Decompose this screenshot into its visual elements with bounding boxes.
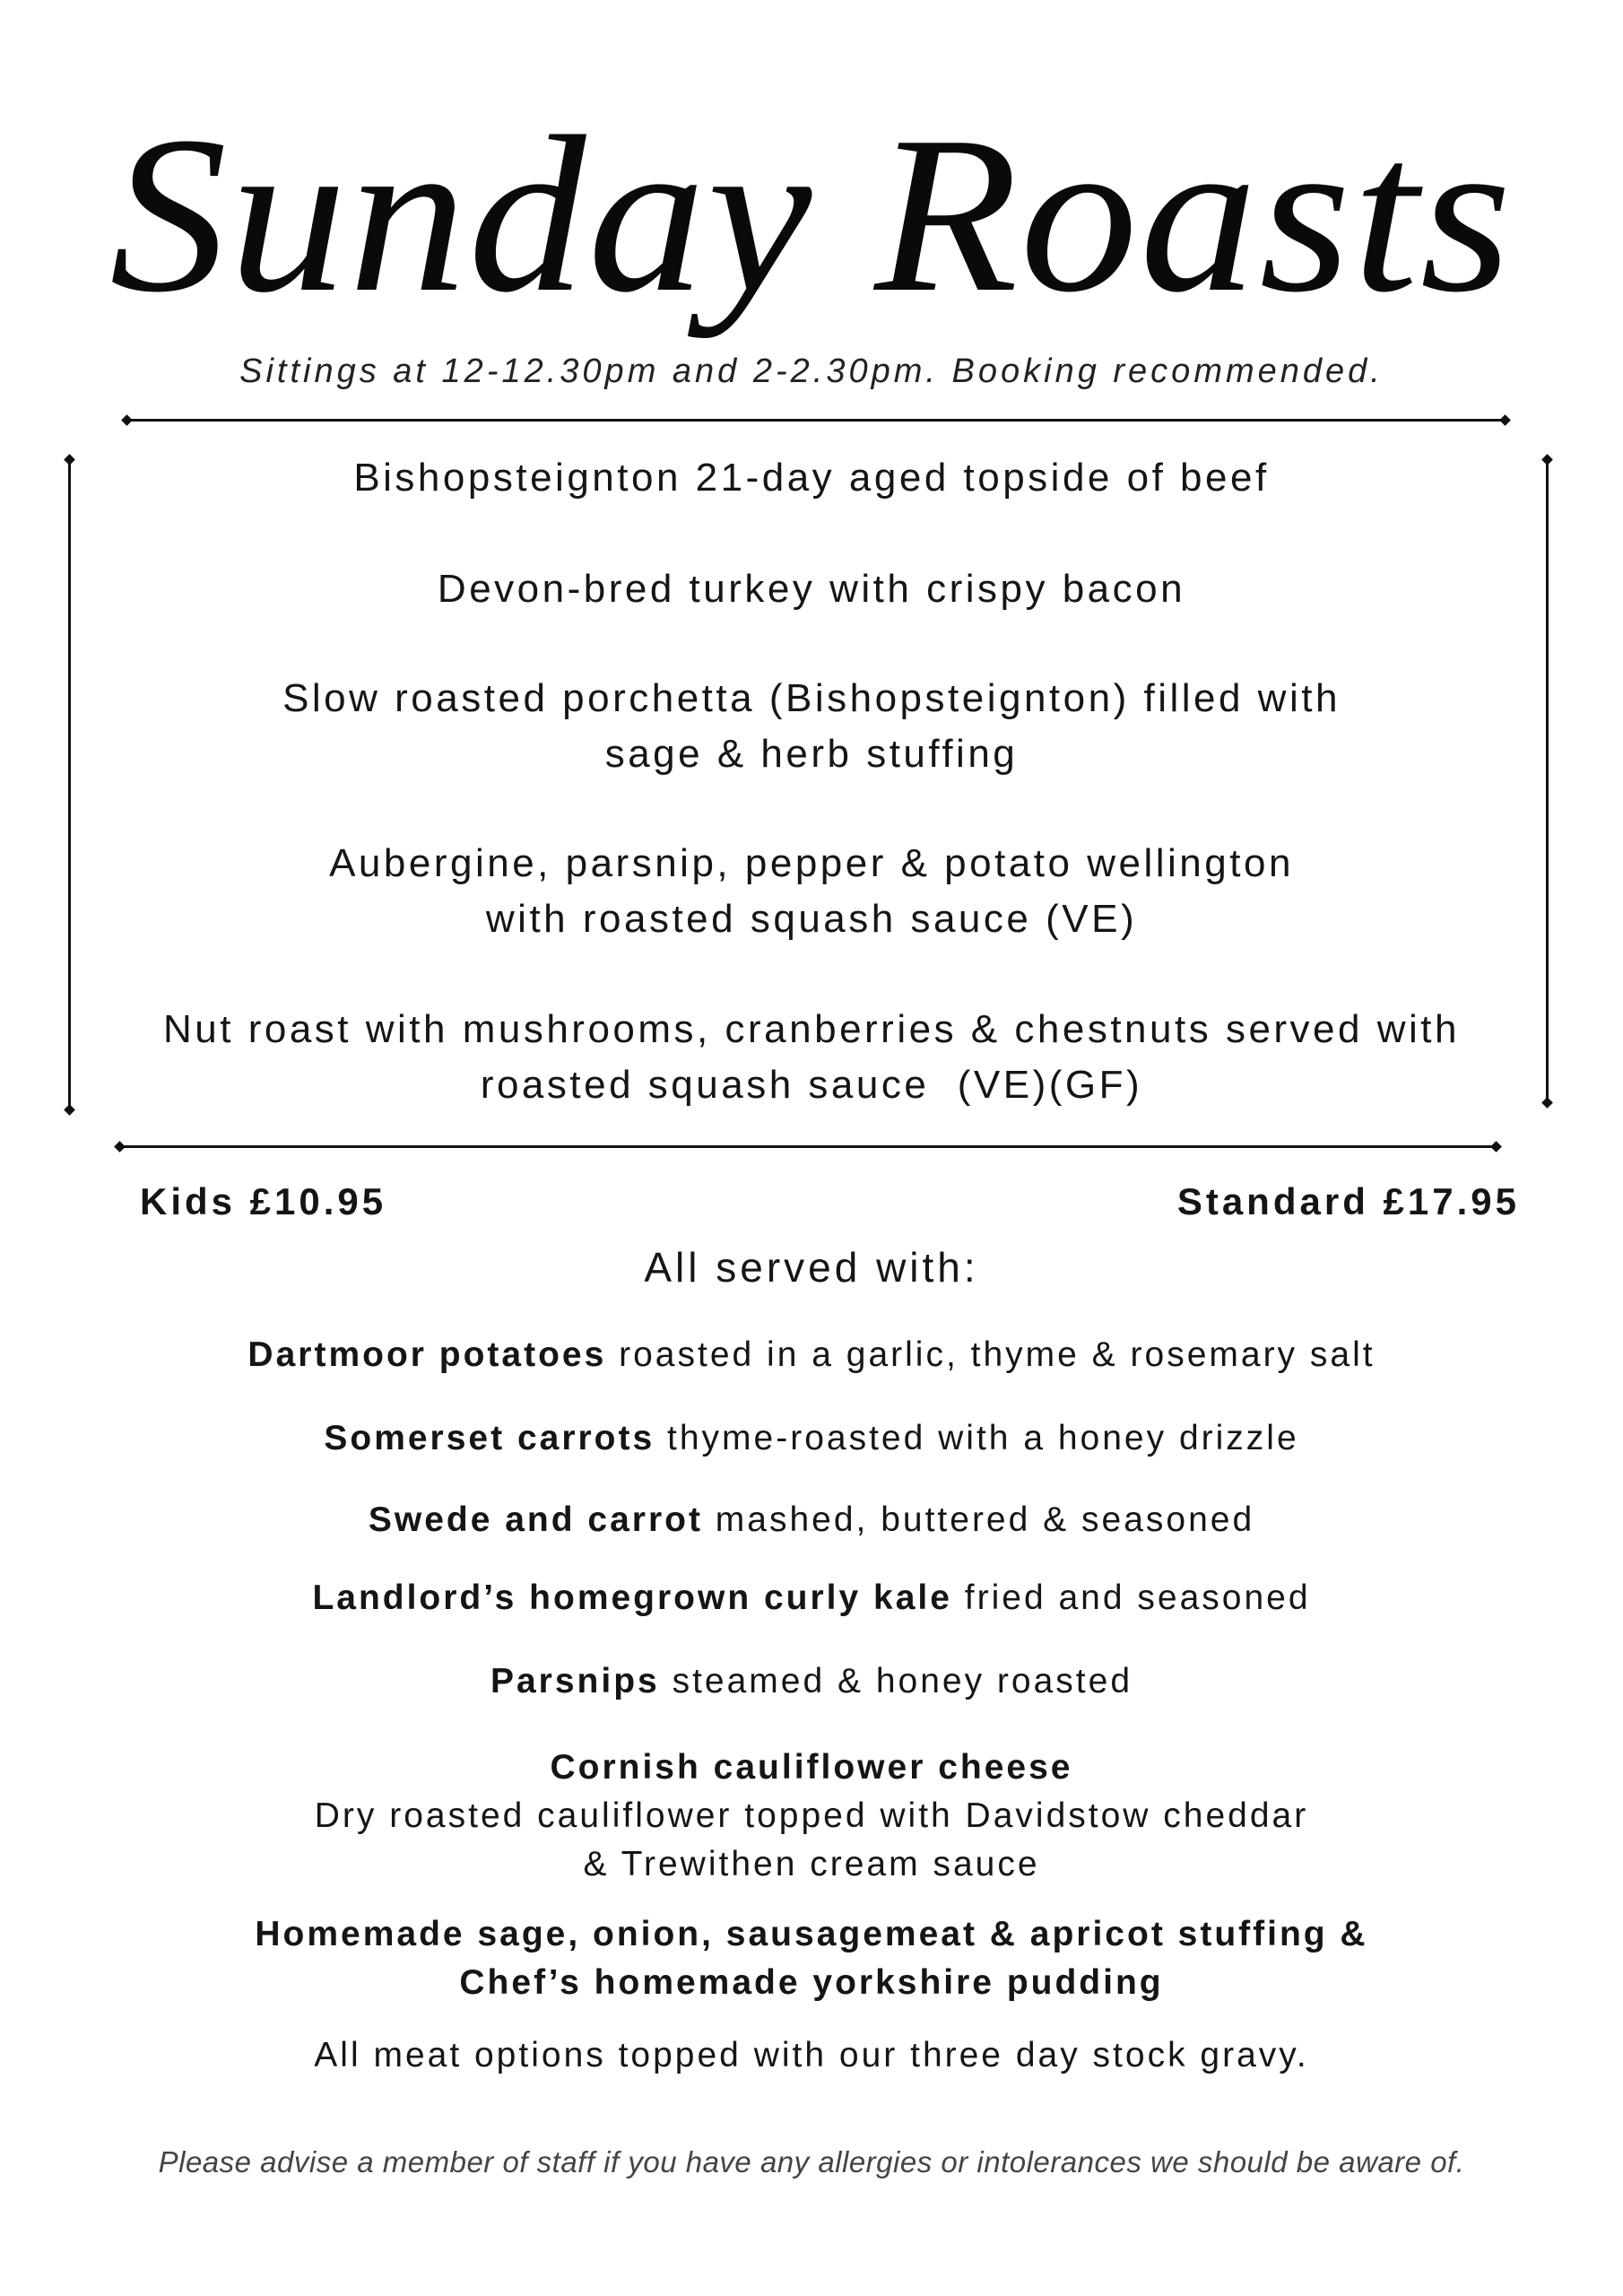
side-name: Swede and carrot — [368, 1500, 703, 1539]
side-description: thyme-roasted with a honey drizzle — [655, 1419, 1299, 1457]
side-description: roasted in a garlic, thyme & rosemary salt — [606, 1335, 1376, 1374]
roast-line: Devon-bred turkey with crispy bacon — [437, 567, 1186, 611]
roast-line: Bishopsteignton 21-day aged topside of beef — [353, 456, 1270, 500]
side-item-potatoes — [0, 1331, 1623, 1379]
standard-price: Standard £17.95 — [1176, 1180, 1520, 1222]
roast-item-wellington — [0, 836, 1623, 947]
side-description: steamed & honey roasted — [659, 1662, 1133, 1700]
roast-line: Slow roasted porchetta (Bishopsteignton) filled with — [282, 676, 1341, 720]
side-description: mashed, buttered & seasoned — [702, 1500, 1255, 1539]
roast-line: Nut roast with mushrooms, cranberries & chestnuts served with — [163, 1007, 1460, 1051]
side-description: Dry roasted cauliflower topped with Davidstow cheddar — [314, 1796, 1309, 1835]
gravy-note: All meat options topped with our three day stock gravy. — [314, 2036, 1309, 2074]
side-name: Dartmoor potatoes — [247, 1335, 607, 1374]
side-item-cauliflower — [0, 1744, 1623, 1889]
side-name: Homemade sage, onion, sausagemeat & apricot stuffing & — [255, 1915, 1368, 1953]
roast-item-turkey — [0, 561, 1623, 617]
side-description: & Trewithen cream sauce — [583, 1845, 1040, 1883]
menu-title: Sunday Roasts — [109, 91, 1514, 339]
roast-line: sage & herb stuffing — [604, 732, 1019, 776]
roast-line: with roasted squash sauce (VE) — [485, 897, 1138, 941]
roast-item-beef — [0, 450, 1623, 506]
top-divider — [126, 419, 1506, 422]
roast-item-nut-roast — [0, 1002, 1623, 1113]
allergy-note: Please advise a member of staff if you have any allergies or intolerances we should be aware of. — [158, 2145, 1465, 2179]
side-name: Landlord’s homegrown curly kale — [312, 1578, 952, 1617]
side-name: Chef’s homemade yorkshire pudding — [459, 1963, 1164, 2002]
side-item-carrots — [0, 1414, 1623, 1463]
side-name: Cornish cauliflower cheese — [550, 1748, 1073, 1787]
side-name: Somerset carrots — [324, 1419, 655, 1457]
side-item-swede — [0, 1496, 1623, 1544]
roast-line: roasted squash sauce (VE)(GF) — [480, 1063, 1143, 1107]
roast-line: Aubergine, parsnip, pepper & potato wellington — [329, 841, 1294, 885]
side-name: Parsnips — [490, 1662, 660, 1700]
kids-price: Kids £10.95 — [140, 1180, 387, 1222]
sittings-subtitle: Sittings at 12-12.30pm and 2-2.30pm. Booking recommended. — [239, 352, 1384, 390]
side-item-stuffing — [0, 1910, 1623, 2007]
roast-item-porchetta — [0, 671, 1623, 782]
bottom-divider — [119, 1145, 1497, 1148]
side-item-kale — [0, 1574, 1623, 1622]
served-with-heading: All served with: — [644, 1244, 979, 1291]
side-description: fried and seasoned — [951, 1578, 1311, 1617]
side-item-parsnips — [0, 1657, 1623, 1706]
